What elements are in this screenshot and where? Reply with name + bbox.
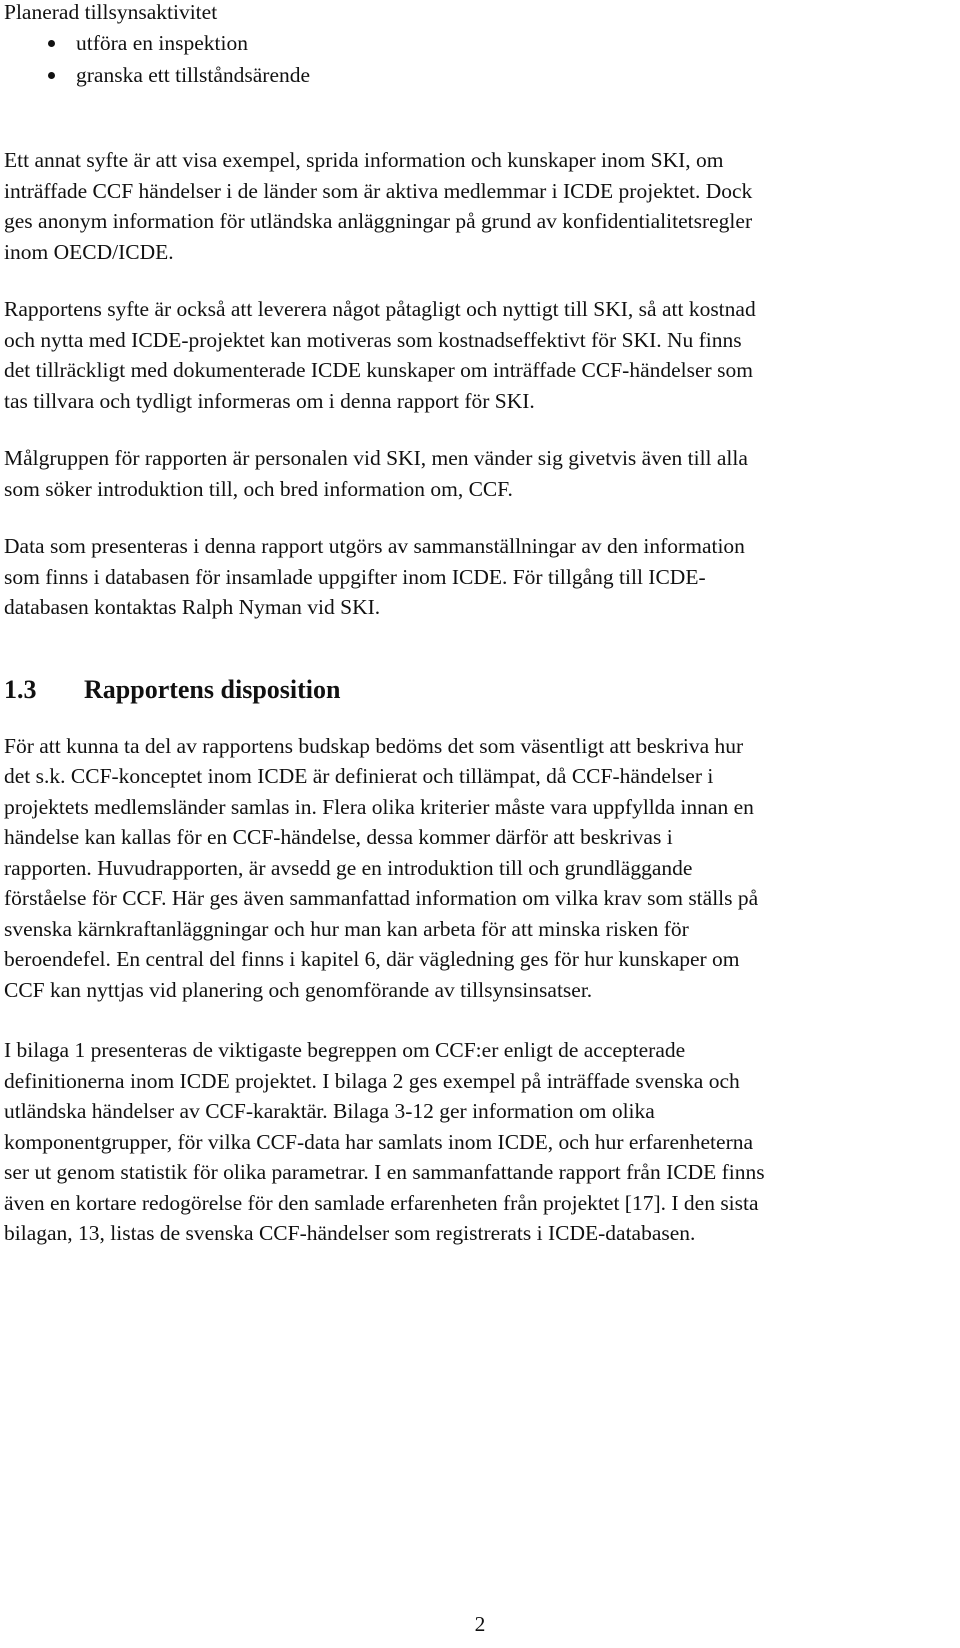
bullet-list bbox=[4, 27, 934, 91]
section-heading bbox=[4, 675, 934, 705]
page-number: 2 bbox=[474, 1612, 486, 1636]
section-number: 1.3 bbox=[4, 674, 37, 704]
list-item-text: utföra en inspektion bbox=[76, 31, 248, 55]
list-item bbox=[48, 59, 934, 91]
list-item bbox=[48, 27, 934, 59]
paragraph-disposition-appendices: I bilaga 1 presenteras de viktigaste begreppen om CCF:er enligt de accepterade definitionerna inom ICDE projektet. I bilaga 2 ges exempel på inträffade svenska och utländska händelser av CCF-karaktär. Bilaga 3-12 ger information om olika komponentgrupper, för vilka CCF-data har samlats inom ICDE, och hur erfarenheterna ser ut genom statistik för olika parametrar. I en sammanfattande rapport från ICDE finns även en kortare redogörelse för den samlade erfarenheten från projektet [17]. I den sista bilagan, 13, listas de svenska CCF-händelser som registrerats i ICDE-databasen. bbox=[4, 1038, 765, 1245]
document-page bbox=[4, 0, 934, 1249]
paragraph-target-group: Målgruppen för rapporten är personalen vid SKI, men vänder sig givetvis även till alla som söker introduktion till, och bred information om, CCF. bbox=[4, 446, 748, 501]
bullet-icon bbox=[48, 72, 55, 79]
section-title: Rapportens disposition bbox=[84, 674, 341, 704]
paragraph-data-source: Data som presenteras i denna rapport utgörs av sammanställningar av den information som finns i databasen för insamlade uppgifter inom ICDE. För tillgång till ICDE- databasen kontaktas Ralph Nyman vid SKI. bbox=[4, 534, 745, 619]
list-item-text: granska ett tillståndsärende bbox=[76, 63, 311, 87]
paragraph-disposition-main: För att kunna ta del av rapportens budskap bedöms det som väsentligt att beskriva hur det s.k. CCF-konceptet inom ICDE är definierat och tillämpat, då CCF-händelser i projektets medlemsländer samlas in. Flera olika kriterier måste vara uppfyllda innan en händelse kan kallas för en CCF-händelse, dessa kommer därför att beskrivas i rapporten. Huvudrapporten, är avsedd ge en introduktion till och grundläggande förståelse för CCF. Här ges även sammanfattad information om vilka krav som ställs på svenska kärnkraftanläggningar och hur man kan arbeta för att minska risken för beroendefel. En central del finns i kapitel 6, där vägledning ges för hur kunskaper om CCF kan nyttjas vid planering och genomförande av tillsynsinsatser. bbox=[4, 733, 759, 1002]
intro-heading: Planerad tillsynsaktivitet bbox=[4, 0, 218, 24]
paragraph-purpose-examples: Ett annat syfte är att visa exempel, sprida information och kunskaper inom SKI, om inträffade CCF händelser i de länder som är aktiva medlemmar i ICDE projektet. Dock ges anonym information för utländska anläggningar på grund av konfidentialitetsregler inom OECD/ICDE. bbox=[4, 148, 753, 264]
paragraph-purpose-deliver: Rapportens syfte är också att leverera något påtagligt och nyttigt till SKI, så att kostnad och nytta med ICDE-projektet kan motiveras som kostnadseffektivt för SKI. Nu finns det tillräckligt med dokumenterade ICDE kunskaper om inträffade CCF-händelser som tas tillvara och tydligt informeras om i denna rapport för SKI. bbox=[4, 297, 756, 413]
bullet-icon bbox=[48, 40, 55, 47]
